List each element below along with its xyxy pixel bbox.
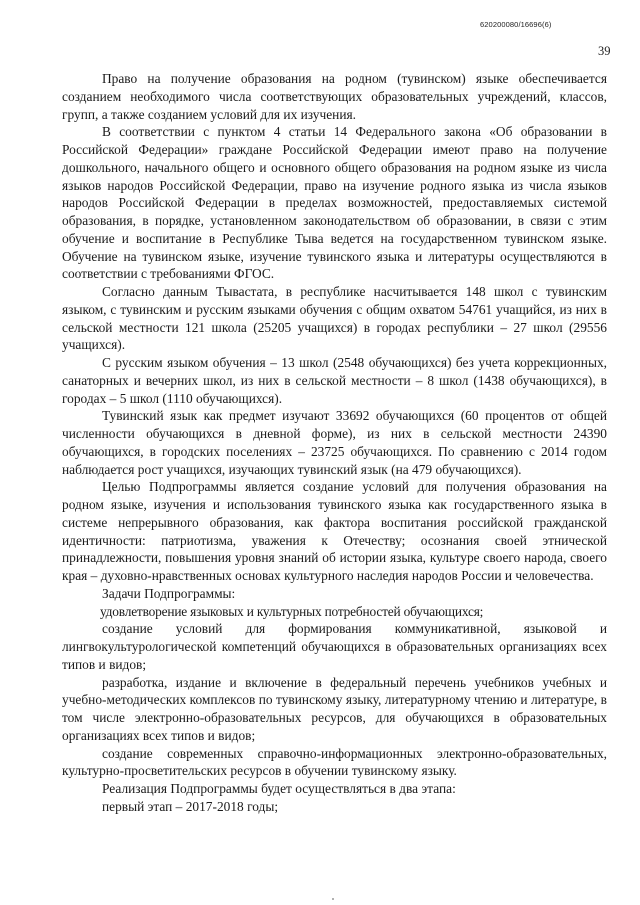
scan-dot bbox=[332, 898, 334, 900]
task-item-2: создание условий для формирования коммуникативной, языковой и лингвокультурологической компетенций обучающихся в образовательных организациях всех типов и видов; bbox=[62, 621, 607, 672]
paragraph-russian-language-schools: С русским языком обучения – 13 школ (2548 обучающихся) без учета коррекционных, санаторных и вечерних школ, из них в сельской местности – 8 школ (1438 обучающихся), в городах – 5 школ (1110 обучающихся). bbox=[62, 355, 607, 406]
document-id: 620200080/16696(6) bbox=[480, 20, 552, 29]
paragraph-subprogram-goal: Целью Подпрограммы является создание условий для получения образования на родном языке, изучения и использования тувинского языка как государственного языка в системе непрерывного образования, как фактора воспитания российской гражданской идентичности: патриотизма, уважения к Отечеству; осознания своей этнической принадлежности, повышения уровня знаний об истории языка, культуре своего народа, своего края – духовно-нравственных основах культурного наследия народов России и человечества. bbox=[62, 479, 607, 583]
paragraph-tasks-heading: Задачи Подпрограммы: bbox=[102, 585, 236, 601]
task-item-4: создание современных справочно-информационных электронно-образовательных, культурно-просветительских ресурсов в обучении тувинскому языку. bbox=[62, 745, 607, 779]
paragraph-federal-law: В соответствии с пунктом 4 статьи 14 Федерального закона «Об образовании в Российской Федерации» граждане Российской Федерации имеют право на получение дошкольного, начального общего и основного общего образования на родном языке из числа языков народов Российской Федерации, право на изучение родного языка из числа языков народов Российской Федерации в пределах возможностей, предоставляемых системой образования, в порядке, установленном законодательством об образовании, в связи с этим обучение и воспитание в Республике Тыва ведется на государственном тувинском языке. Обучение на тувинском языке, изучение тувинского языка и литературы осуществляются в соответствии с требованиями ФГОС. bbox=[62, 124, 607, 282]
paragraph-implementation-stages: Реализация Подпрограммы будет осуществляться в два этапа: bbox=[102, 781, 456, 796]
task-item-1: удовлетворение языковых и культурных потребностей обучающихся; bbox=[100, 603, 484, 619]
paragraph-first-stage: первый этап – 2017-2018 годы; bbox=[102, 798, 279, 814]
task-item-3: разработка, издание и включение в федеральный перечень учебников учебных и учебно-методических комплексов по тувинскому языку, литературному чтению и литературе, в том числе электронно-образовательных ресурсов, для обучающихся в образовательных организациях всех типов и видов; bbox=[62, 674, 607, 743]
paragraph-native-language-right: Право на получение образования на родном (тувинском) языке обеспечивается созданием необходимого числа соответствующих образовательных учреждений, классов, групп, а также созданием условий для их изучения. bbox=[62, 71, 607, 122]
paragraph-tyvastat-statistics: Согласно данным Тывастата, в республике насчитывается 148 школ с тувинским языком, с тувинским и русским языками обучения с общим охватом 54761 учащийся, из них в сельской местности 121 школа (25205 учащихся) в городах республики – 27 школ (29556 учащихся). bbox=[62, 284, 607, 353]
page-number: 39 bbox=[598, 44, 611, 58]
document-body bbox=[62, 70, 607, 816]
paragraph-tuvan-language-subject: Тувинский язык как предмет изучают 33692 обучающихся (60 процентов от общей численности обучающихся в дневной форме), из них в сельской местности 24390 обучающихся, в городских поселениях – 23725 обучающихся. По сравнению с 2014 годом наблюдается рост учащихся, изучающих тувинский язык (на 479 обучающихся). bbox=[62, 408, 607, 477]
